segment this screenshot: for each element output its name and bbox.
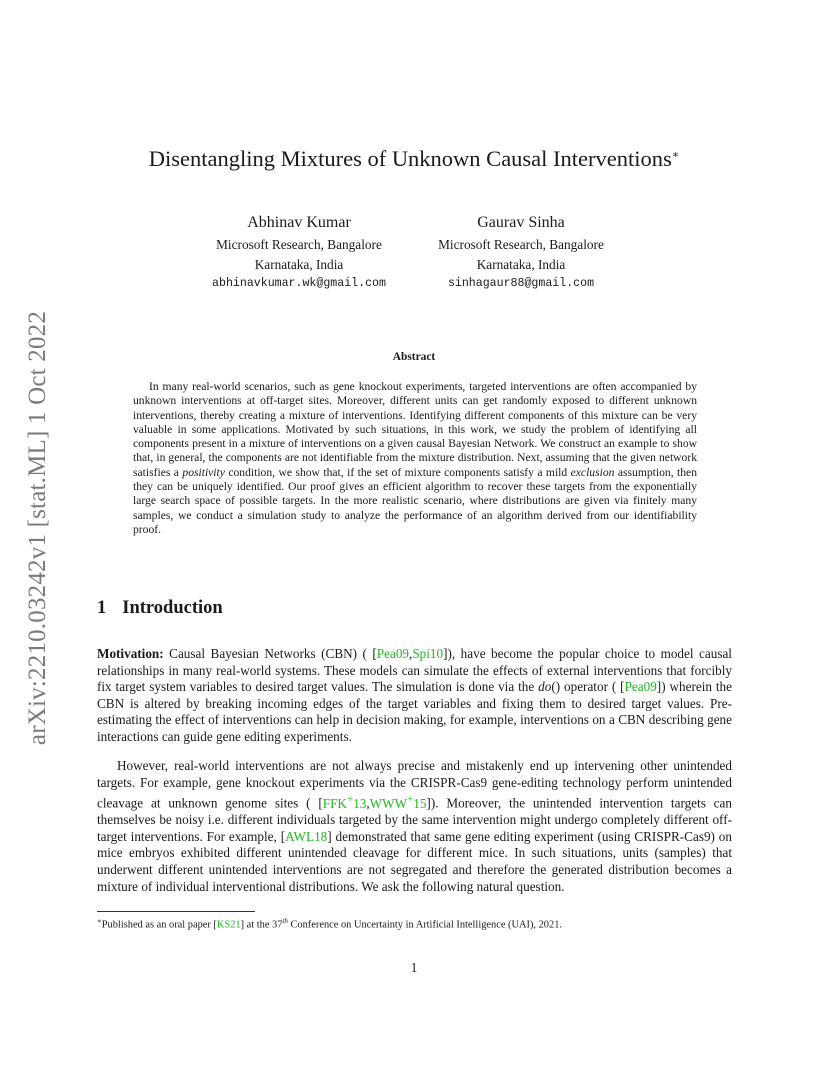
paragraph-interventions (97, 758, 732, 895)
title-footnote-mark: ∗ (671, 149, 680, 161)
abstract-text: condition, we show that, if the set of mixture components satisfy a mild (224, 465, 571, 479)
citation-link[interactable] (369, 793, 427, 811)
citation-plus: + (346, 793, 354, 806)
do-operator: do (538, 679, 552, 695)
citation-link[interactable]: Spi10 (412, 646, 444, 661)
abstract-heading: Abstract (392, 351, 436, 363)
citation-link[interactable]: KS21 (216, 919, 241, 931)
citation-key: WWW (369, 795, 408, 811)
author-name: Gaurav Sinha (477, 214, 565, 231)
section-title: Introduction (122, 598, 223, 618)
citation-link[interactable]: Pea09 (624, 679, 657, 695)
footnote-text: Conference on Uncertainty in Artificial Intelligence (UAI), 2021. (287, 919, 562, 931)
citation-year: 13 (353, 795, 367, 811)
section-number: 1 (97, 598, 107, 618)
author-block-1 (179, 213, 419, 294)
citation-separator: , (366, 795, 370, 811)
abstract-text: assumption, then they can be uniquely identified. Our proof gives an efficient algorithm to recover these targets from the exponentially large search space of possible targets. In the more realistic scenario, where distributions are given via finitely many samples, we conduct a simulation study to analyze the performance of an algorithm derived from our identifiability proof. (133, 465, 698, 536)
page-number: 1 (410, 960, 418, 975)
footnote-rule (97, 911, 255, 912)
citation-plus: + (407, 793, 414, 806)
author-location: Karnataka, India (476, 256, 566, 272)
author-affiliation: Microsoft Research, Bangalore (216, 237, 382, 252)
citation-link[interactable]: Pea09 (376, 646, 410, 661)
citation-separator: , (409, 646, 413, 661)
title-text: Disentangling Mixtures of Unknown Causal Interventions (148, 146, 672, 171)
author-email[interactable]: abhinavkumar.wk@gmail.com (212, 277, 386, 290)
author-affiliation: Microsoft Research, Bangalore (438, 237, 604, 252)
paragraph-text: However, real-world interventions are not always precise and mistakenly end up intervening other unintended targets. For example, gene knockout experiments via the CRISPR-Cas9 gene-editing technology perform unintended cleavage at unknown genome sites ( [ (97, 758, 732, 811)
citation-key: FFK (322, 795, 347, 811)
author-location: Karnataka, India (254, 256, 344, 272)
footnote-mark: ∗ (97, 917, 102, 925)
footnote-text: ] at the 37 (240, 919, 283, 931)
paragraph-motivation (97, 646, 732, 746)
footnote (97, 917, 737, 930)
abstract-text: In many real-world scenarios, such as gene knockout experiments, targeted interventions are often accompanied by unknown interventions at off-target sites. Moreover, different units can get randomly exposed to different unknown interventions, thereby creating a mixture of interventions. Identifying different components of this mixture can be very valuable in some applications. Motivated by such situations, in this work, we study the problem of identifying all components present in a mixture of interventions on a given causal Bayesian Network. We construct an example to show that, in general, the components are not identifiable from the mixture distribution. Next, assuming that the given network satisfies a (133, 380, 697, 479)
citation-year: 15 (413, 795, 427, 811)
citation-link[interactable] (322, 793, 370, 811)
paragraph-text: ] demonstrated that same gene editing experiment (using CRISPR-Cas9) on mice embryos exhibited different unintended cleavage for different mice. In such situations, units (samples) that underwent different unintended interventions are not segregated and therefore the generated distribution becomes a mixture of individual interventional distributions. We ask the following natural question. (97, 828, 732, 894)
citation-link[interactable]: AWL18 (285, 828, 328, 844)
paragraph-text: ]). Moreover, the unintended intervention targets can themselves be noisy i.e. different individuals targeted by the same intervention might undergo completely different off-target interventions. For example, [ (97, 795, 732, 844)
author-name: Abhinav Kumar (247, 214, 351, 231)
arxiv-identifier-text: arXiv:2210.03242v1 [stat.ML] 1 Oct 2022 (24, 310, 51, 745)
paper-title (0, 146, 828, 172)
do-operator-paren: () (551, 679, 561, 695)
paragraph-text: operator ( [ (560, 679, 625, 695)
abstract-emphasis-exclusion: exclusion (570, 465, 615, 479)
footnote-text: Published as an oral paper [ (101, 919, 217, 931)
author-email[interactable]: sinhagaur88@gmail.com (447, 277, 595, 290)
paragraph-lead: Motivation: (97, 646, 164, 661)
abstract-body (133, 380, 697, 537)
paragraph-text: ]) wherein the CBN is altered by breaking incoming edges of the target variables and fixing them to desired target values. Pre-estimating the effect of interventions can help in decision making, for example, interventions on a CBN describing gene interactions can guide gene editing experiments. (97, 679, 732, 744)
paragraph-text: ]), have become the popular choice to model causal relationships in many real-world systems. These models can simulate the effects of external interventions that forcibly fix target system variables to desired target values. The simulation is done via the (97, 646, 732, 695)
paragraph-text: Causal Bayesian Networks (CBN) ( [ (163, 646, 377, 661)
section-heading (97, 598, 223, 619)
footnote-ordinal: th (282, 917, 288, 925)
abstract-emphasis-positivity: positivity (182, 465, 225, 479)
author-block-2 (401, 213, 641, 294)
